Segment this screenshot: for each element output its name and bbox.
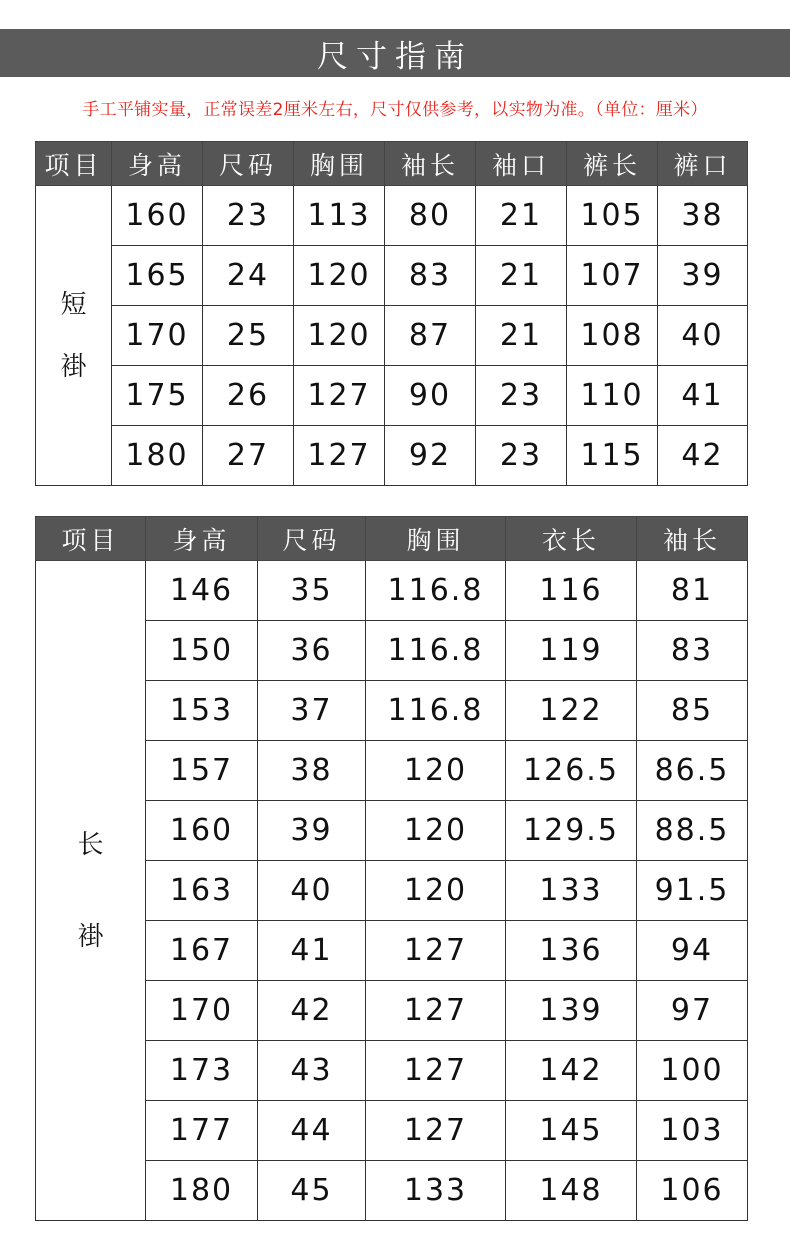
category-label: 长 (77, 829, 104, 860)
table-row (36, 426, 748, 486)
table-cell: 91.5 (637, 861, 748, 921)
table-cell: 23 (476, 366, 567, 426)
table-cell: 146 (146, 561, 258, 621)
table-cell: 85 (637, 681, 748, 741)
table-header-row (36, 517, 748, 561)
table-cell: 120 (366, 861, 506, 921)
table-cell: 26 (203, 366, 294, 426)
table-cell: 127 (366, 921, 506, 981)
table-cell: 126.5 (506, 741, 637, 801)
column-header: 衣长 (506, 517, 637, 561)
table-cell: 120 (366, 741, 506, 801)
table-cell: 38 (658, 186, 748, 246)
table-cell: 148 (506, 1161, 637, 1221)
table-cell: 40 (658, 306, 748, 366)
table-cell: 21 (476, 186, 567, 246)
table-cell: 24 (203, 246, 294, 306)
table-cell: 120 (294, 246, 385, 306)
table-cell: 119 (506, 621, 637, 681)
table-cell: 41 (658, 366, 748, 426)
table-cell: 39 (258, 801, 366, 861)
table-cell: 100 (637, 1041, 748, 1101)
table-cell: 180 (112, 426, 203, 486)
table-row (36, 561, 748, 621)
table-row (36, 186, 748, 246)
page-title: 尺寸指南 (0, 29, 790, 77)
table-cell: 163 (146, 861, 258, 921)
table-cell: 160 (146, 801, 258, 861)
table-cell: 116.8 (366, 561, 506, 621)
table-cell: 36 (258, 621, 366, 681)
table-cell: 167 (146, 921, 258, 981)
table-cell: 80 (385, 186, 476, 246)
table-cell: 136 (506, 921, 637, 981)
category-label: 褂 (77, 921, 104, 952)
table-cell: 165 (112, 246, 203, 306)
table-cell: 153 (146, 681, 258, 741)
column-header: 身高 (112, 142, 203, 186)
category-cell (36, 561, 146, 1221)
table-cell: 83 (637, 621, 748, 681)
table-cell: 42 (658, 426, 748, 486)
category-label: 褂 (60, 351, 87, 382)
table-cell: 127 (366, 981, 506, 1041)
table-cell: 23 (203, 186, 294, 246)
table-cell: 83 (385, 246, 476, 306)
table-cell: 105 (567, 186, 658, 246)
table-cell: 173 (146, 1041, 258, 1101)
table-cell: 129.5 (506, 801, 637, 861)
column-header: 项目 (36, 517, 146, 561)
table-cell: 170 (112, 306, 203, 366)
table-cell: 115 (567, 426, 658, 486)
table-cell: 116.8 (366, 621, 506, 681)
table-cell: 177 (146, 1101, 258, 1161)
table-cell: 122 (506, 681, 637, 741)
table-cell: 87 (385, 306, 476, 366)
table-cell: 23 (476, 426, 567, 486)
long-jacket-size-table (35, 516, 748, 1221)
table-cell: 88.5 (637, 801, 748, 861)
table-cell: 127 (366, 1101, 506, 1161)
table-cell: 139 (506, 981, 637, 1041)
column-header: 胸围 (366, 517, 506, 561)
table-cell: 35 (258, 561, 366, 621)
table-cell: 180 (146, 1161, 258, 1221)
table-cell: 170 (146, 981, 258, 1041)
table-cell: 120 (294, 306, 385, 366)
table-cell: 107 (567, 246, 658, 306)
table-cell: 94 (637, 921, 748, 981)
table-cell: 45 (258, 1161, 366, 1221)
table-cell: 150 (146, 621, 258, 681)
table-cell: 44 (258, 1101, 366, 1161)
table-cell: 97 (637, 981, 748, 1041)
table-row (36, 306, 748, 366)
table-cell: 133 (506, 861, 637, 921)
category-cell (36, 186, 112, 486)
table-cell: 127 (294, 426, 385, 486)
measurement-note: 手工平铺实量，正常误差2厘米左右，尺寸仅供参考，以实物为准。（单位：厘米） (82, 100, 708, 120)
column-header: 袖口 (476, 142, 567, 186)
table-cell: 42 (258, 981, 366, 1041)
table-cell: 38 (258, 741, 366, 801)
table-cell: 103 (637, 1101, 748, 1161)
table-cell: 40 (258, 861, 366, 921)
table-cell: 113 (294, 186, 385, 246)
table-row (36, 366, 748, 426)
column-header: 身高 (146, 517, 258, 561)
table-cell: 37 (258, 681, 366, 741)
column-header: 裤口 (658, 142, 748, 186)
table-cell: 43 (258, 1041, 366, 1101)
table-cell: 106 (637, 1161, 748, 1221)
table-cell: 21 (476, 246, 567, 306)
column-header: 尺码 (258, 517, 366, 561)
table-cell: 27 (203, 426, 294, 486)
table-cell: 39 (658, 246, 748, 306)
table-cell: 142 (506, 1041, 637, 1101)
table-header-row (36, 142, 748, 186)
short-jacket-size-table (35, 141, 748, 486)
column-header: 裤长 (567, 142, 658, 186)
table-cell: 110 (567, 366, 658, 426)
table-cell: 116.8 (366, 681, 506, 741)
column-header: 袖长 (385, 142, 476, 186)
table-cell: 86.5 (637, 741, 748, 801)
category-label: 短 (60, 289, 87, 320)
table-cell: 81 (637, 561, 748, 621)
table-cell: 133 (366, 1161, 506, 1221)
table-cell: 92 (385, 426, 476, 486)
table-cell: 90 (385, 366, 476, 426)
column-header: 尺码 (203, 142, 294, 186)
table-cell: 120 (366, 801, 506, 861)
table-cell: 127 (294, 366, 385, 426)
column-header: 胸围 (294, 142, 385, 186)
table-cell: 25 (203, 306, 294, 366)
table-cell: 21 (476, 306, 567, 366)
column-header: 袖长 (637, 517, 748, 561)
table-cell: 41 (258, 921, 366, 981)
table-cell: 145 (506, 1101, 637, 1161)
column-header: 项目 (36, 142, 112, 186)
table-cell: 157 (146, 741, 258, 801)
table-cell: 127 (366, 1041, 506, 1101)
table-row (36, 246, 748, 306)
table-cell: 116 (506, 561, 637, 621)
table-cell: 175 (112, 366, 203, 426)
table-cell: 108 (567, 306, 658, 366)
table-cell: 160 (112, 186, 203, 246)
